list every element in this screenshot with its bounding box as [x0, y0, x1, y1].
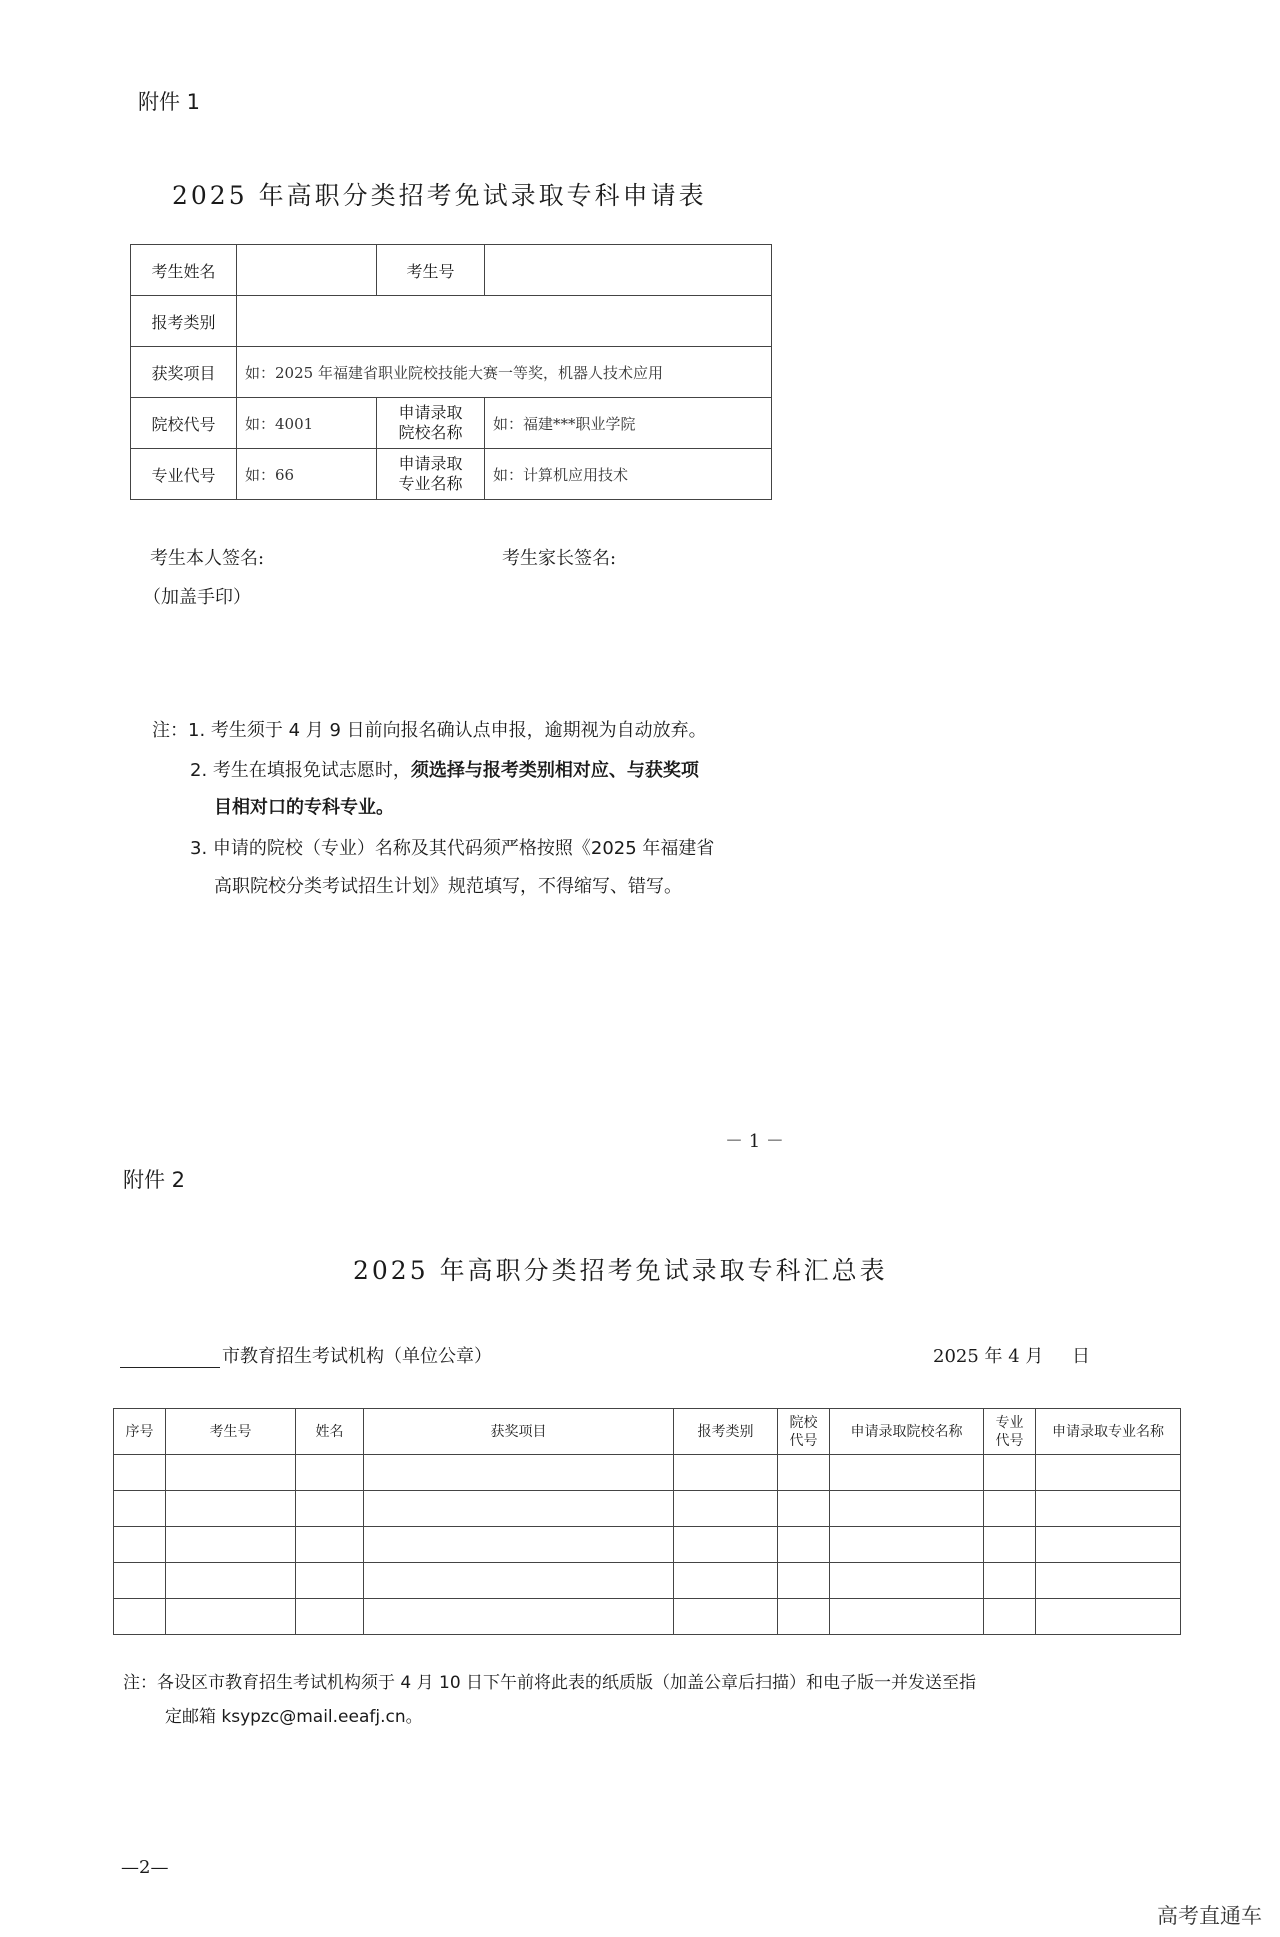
exam-no-cell [485, 245, 772, 296]
name-label: 考生姓名 [131, 245, 237, 296]
header-school-code-1: 院校 [789, 1414, 818, 1431]
table-row [114, 1599, 1181, 1635]
page-number-2: —2— [121, 1857, 169, 1878]
header-category: 报考类别 [674, 1409, 778, 1455]
school-code-label: 院校代号 [131, 398, 237, 449]
category-cell [237, 296, 772, 347]
note-1: 注：1. 考生须于 4 月 9 日前向报名确认点申报，逾期视为自动放弃。 [152, 720, 707, 741]
major-code-label: 专业代号 [131, 449, 237, 500]
org-blank [120, 1349, 220, 1368]
header-name: 姓名 [296, 1409, 364, 1455]
table-row [114, 1563, 1181, 1599]
name-cell [237, 245, 377, 296]
header-school-code-2: 代号 [789, 1432, 818, 1449]
apply-major-hint: 如：计算机应用技术 [485, 449, 772, 500]
header-apply-school: 申请录取院校名称 [830, 1409, 984, 1455]
apply-major-label [377, 449, 485, 500]
award-hint: 如：2025 年福建省职业院校技能大赛一等奖，机器人技术应用 [237, 347, 772, 398]
apply-major-label-1: 申请录取 [398, 454, 463, 473]
award-label: 获奖项目 [131, 347, 237, 398]
apply-school-hint: 如：福建***职业学院 [485, 398, 772, 449]
major-code-hint: 如：66 [237, 449, 377, 500]
table-row [114, 1527, 1181, 1563]
apply-school-label [377, 398, 485, 449]
summary-table [113, 1408, 1181, 1635]
attachment1-label: 附件 1 [138, 90, 201, 114]
category-label: 报考类别 [131, 296, 237, 347]
header-major-code-1: 专业 [995, 1414, 1024, 1431]
page-number-1: － 1 － [725, 1131, 784, 1152]
note-2-pre: 2. 考生在填报免试志愿时， [190, 760, 411, 781]
apply-school-label-1: 申请录取 [398, 403, 463, 422]
fingerprint-label: （加盖手印） [143, 587, 251, 608]
attachment1-title: 2025 年高职分类招考免试录取专科申请表 [172, 181, 707, 210]
school-code-hint: 如：4001 [237, 398, 377, 449]
attachment2-title: 2025 年高职分类招考免试录取专科汇总表 [353, 1256, 888, 1285]
note-2-cont [214, 792, 394, 824]
note-2-bold: 须选择与报考类别相对应、与获奖项 [410, 760, 699, 781]
note-2-cont-bold: 目相对口的专科专业。 [214, 797, 394, 818]
header-major-code-2: 代号 [995, 1432, 1024, 1449]
header-seq: 序号 [114, 1409, 166, 1455]
parent-signature-label: 考生家长签名: [502, 548, 617, 569]
header-school-code [778, 1409, 830, 1455]
table-row [114, 1455, 1181, 1491]
note-3-line2: 高职院校分类考试招生计划》规范填写，不得缩写、错写。 [214, 876, 682, 897]
table-row [114, 1491, 1181, 1527]
exam-no-label: 考生号 [377, 245, 485, 296]
org-line [120, 1342, 492, 1368]
note-2 [190, 755, 699, 787]
header-exam-no: 考生号 [166, 1409, 296, 1455]
header-major-code [984, 1409, 1036, 1455]
application-form-table [130, 244, 772, 500]
attachment2-label: 附件 2 [123, 1168, 186, 1192]
student-signature-label: 考生本人签名: [150, 548, 265, 569]
note-3-line1: 3. 申请的院校（专业）名称及其代码须严格按照《2025 年福建省 [190, 838, 715, 859]
summary-note-line1: 注：各设区市教育招生考试机构须于 4 月 10 日下午前将此表的纸质版（加盖公章后扫描）和电子版一并发送至指 [123, 1673, 977, 1693]
apply-major-label-2: 专业名称 [398, 474, 463, 493]
header-award: 获奖项目 [364, 1409, 674, 1455]
date-text: 2025 年 4 月 日 [933, 1346, 1091, 1367]
org-text: 市教育招生考试机构（单位公章） [222, 1346, 492, 1367]
watermark-text: 高考直通车 [1157, 1904, 1262, 1928]
summary-note-line2: 定邮箱 ksypzc@mail.eeafj.cn。 [165, 1707, 423, 1727]
header-apply-major: 申请录取专业名称 [1036, 1409, 1181, 1455]
apply-school-label-2: 院校名称 [398, 423, 463, 442]
